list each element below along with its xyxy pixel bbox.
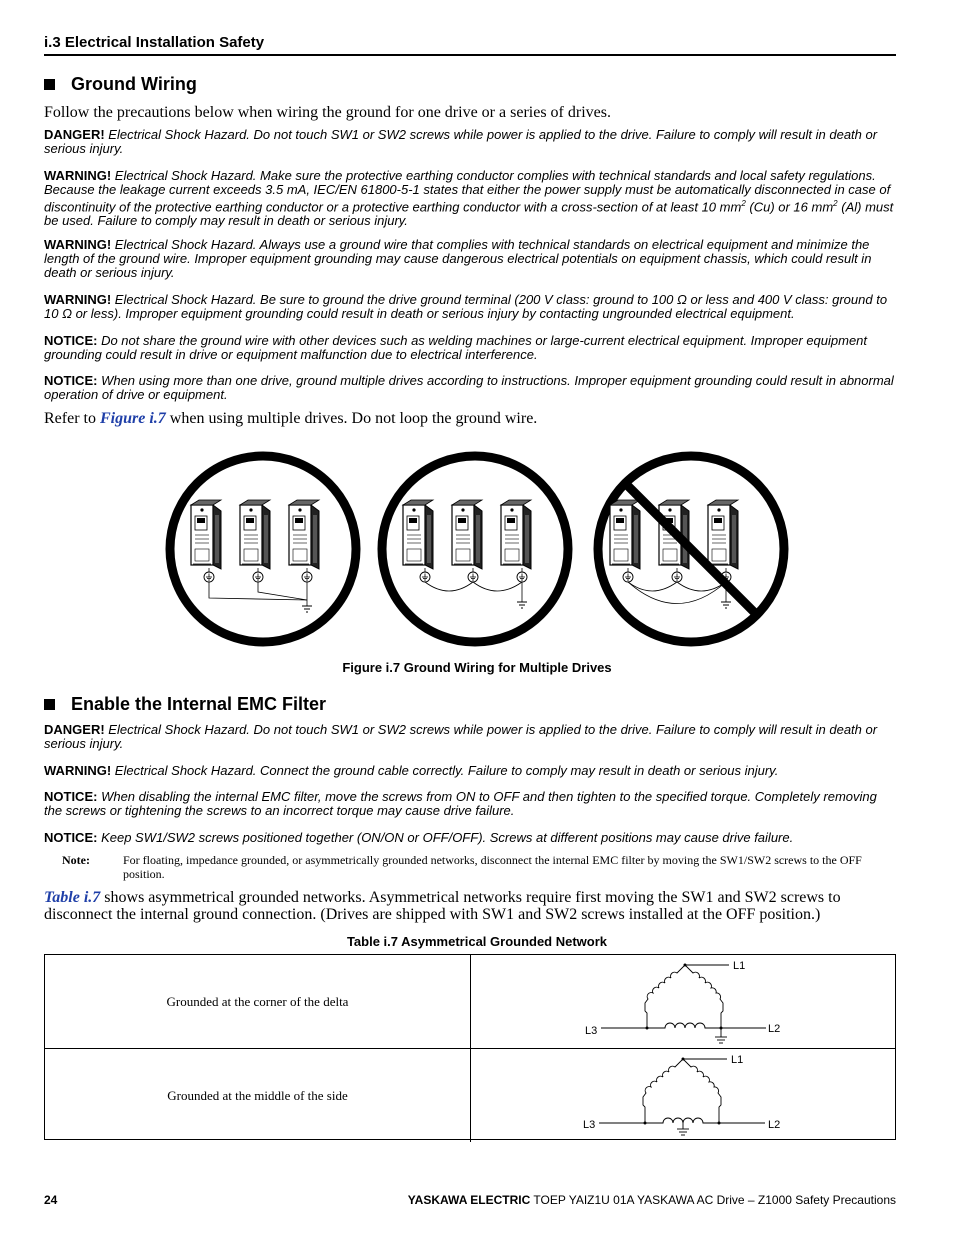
table-cell-diagram bbox=[471, 955, 895, 1048]
notice-label: NOTICE: bbox=[44, 830, 98, 845]
table-row bbox=[45, 955, 895, 1049]
emc-notice-danger bbox=[44, 723, 898, 751]
table-cell-label: Grounded at the middle of the side bbox=[45, 1049, 471, 1142]
prohibited-wiring-diagram bbox=[598, 456, 784, 642]
emc-note bbox=[62, 853, 892, 881]
section-header: i.3 Electrical Installation Safety bbox=[44, 34, 265, 51]
notice-label: WARNING! bbox=[44, 168, 112, 183]
table-intro-text: shows asymmetrical grounded networks. Asymmetrical networks require first moving the SW1 and SW2 screws to disconnect the internal ground connection. (Drives are shipped with SW1 and SW2 screws installed at the OFF position.) bbox=[44, 889, 841, 923]
superscript: 2 bbox=[833, 199, 838, 208]
notice-text: Electrical Shock Hazard. Do not touch SW1 or SW2 screws while power is applied to the drive. Failure to comply will result in death or serious injury. bbox=[44, 127, 878, 156]
emc-heading-text: Enable the Internal EMC Filter bbox=[71, 694, 327, 714]
label-l2: L2 bbox=[768, 1023, 781, 1035]
heading-square-icon bbox=[44, 699, 55, 710]
delta-side-ground-diagram bbox=[471, 1049, 895, 1140]
table-reference bbox=[44, 889, 898, 923]
notice-text: Electrical Shock Hazard. Make sure the protective earthing conductor complies with technical standards and local safety regulations. Because the leakage current exceeds 3.5 mA, IEC/EN 61800-5-1 states that either the power supply must be automatically disconnected in case of discontinuity of the protective earthing conductor or a protective earthing conductor with a cross-section of at least 10 mm bbox=[44, 168, 891, 215]
heading-square-icon bbox=[44, 79, 55, 90]
notice-label: DANGER! bbox=[44, 722, 105, 737]
page-number: 24 bbox=[44, 1193, 58, 1207]
label-l1: L1 bbox=[731, 1054, 744, 1066]
footer-doc-text: TOEP YAIZ1U 01A YASKAWA AC Drive – Z1000 Safety Precautions bbox=[530, 1193, 896, 1207]
notice-label: WARNING! bbox=[44, 292, 112, 307]
refer-text: Refer to bbox=[44, 410, 100, 427]
table-row bbox=[45, 1049, 895, 1142]
asymmetrical-network-table bbox=[44, 954, 896, 1140]
emc-notice-warning bbox=[44, 764, 898, 778]
notice-warning-3 bbox=[44, 293, 898, 321]
table-cell-diagram bbox=[471, 1049, 895, 1142]
notice-warning-1 bbox=[44, 169, 898, 228]
notice-text: (Al) must be used. Failure to comply may result in death or serious injury. bbox=[44, 199, 894, 229]
footer-brand: YASKAWA ELECTRIC bbox=[407, 1193, 531, 1207]
notice-text: Electrical Shock Hazard. Do not touch SW1 or SW2 screws while power is applied to the drive. Failure to comply will result in death or serious injury. bbox=[44, 722, 878, 751]
emc-notice-2 bbox=[44, 831, 898, 845]
table-caption: Table i.7 Asymmetrical Grounded Network bbox=[346, 934, 608, 949]
ground-intro: Follow the precautions below when wiring the ground for one drive or a series of drives. bbox=[44, 104, 611, 121]
notice-warning-2 bbox=[44, 238, 898, 280]
notice-text: Keep SW1/SW2 screws positioned together (ON/ON or OFF/OFF). Screws at different positions may cause drive failure. bbox=[101, 830, 794, 845]
notice-label: NOTICE: bbox=[44, 373, 98, 388]
notice-label: DANGER! bbox=[44, 127, 105, 142]
footer-document-title bbox=[408, 1193, 896, 1207]
notice-label: WARNING! bbox=[44, 237, 112, 252]
label-l2: L2 bbox=[768, 1119, 781, 1131]
figure-link[interactable]: Figure i.7 bbox=[99, 410, 166, 427]
notice-label: NOTICE: bbox=[44, 789, 98, 804]
emc-heading bbox=[44, 694, 326, 715]
notice-text: Electrical Shock Hazard. Always use a ground wire that complies with technical standards on electrical equipment and minimize the length of the ground wire. Improper equipment grounding may cause dangerous electrical potentials on equipment chassis, which could result in death or serious injury. bbox=[44, 237, 872, 280]
label-l1: L1 bbox=[733, 960, 746, 972]
notice-text: Do not share the ground wire with other devices such as welding machines or large-current electrical equipment. Improper equipment grounding could result in drive or equipment malfunction due to electrical interference. bbox=[44, 333, 868, 362]
figure-reference bbox=[44, 410, 898, 427]
correct-wiring-diagram-1 bbox=[170, 456, 356, 642]
delta-corner-ground-diagram bbox=[471, 955, 895, 1048]
notice-notice-2 bbox=[44, 374, 898, 402]
table-link[interactable]: Table i.7 bbox=[44, 889, 101, 906]
emc-notice-1 bbox=[44, 790, 898, 818]
label-l3: L3 bbox=[583, 1119, 596, 1131]
notice-notice-1 bbox=[44, 334, 898, 362]
ground-wiring-heading-text: Ground Wiring bbox=[71, 74, 197, 94]
note-text: For floating, impedance grounded, or asymmetrically grounded networks, disconnect the internal EMC filter by moving the SW1/SW2 screws to the OFF position. bbox=[123, 853, 862, 881]
refer-text: when using multiple drives. Do not loop the ground wire. bbox=[165, 410, 538, 427]
note-label: Note: bbox=[62, 853, 90, 867]
notice-text: Electrical Shock Hazard. Be sure to ground the drive ground terminal (200 V class: ground to 100 Ω or less and 400 V class: ground to 10 Ω or less). Improper equipment grounding could result in death or serious injury by contacting ungrounded electrical equipment. bbox=[44, 292, 888, 321]
figure-caption: Figure i.7 Ground Wiring for Multiple Drives bbox=[342, 660, 612, 675]
notice-label: WARNING! bbox=[44, 763, 112, 778]
notice-text: Electrical Shock Hazard. Connect the ground cable correctly. Failure to comply may result in death or serious injury. bbox=[114, 763, 779, 778]
label-l3: L3 bbox=[585, 1025, 598, 1037]
table-cell-label: Grounded at the corner of the delta bbox=[45, 955, 471, 1048]
notice-label: NOTICE: bbox=[44, 333, 98, 348]
superscript: 2 bbox=[741, 199, 746, 208]
correct-wiring-diagram-2 bbox=[382, 456, 568, 642]
notice-danger-1 bbox=[44, 128, 898, 156]
notice-text: (Cu) or 16 mm bbox=[745, 199, 834, 215]
notice-text: When using more than one drive, ground multiple drives according to instructions. Improper equipment grounding could result in abnormal operation of drive or equipment. bbox=[44, 373, 894, 402]
ground-wiring-figure bbox=[155, 450, 795, 650]
notice-text: When disabling the internal EMC filter, move the screws from ON to OFF and then tighten to the specified torque. Completely removing the screws or tightening the screws to an incorrect torque may cause drive failure. bbox=[44, 789, 877, 818]
ground-wiring-heading bbox=[44, 74, 197, 95]
header-rule bbox=[44, 54, 896, 56]
